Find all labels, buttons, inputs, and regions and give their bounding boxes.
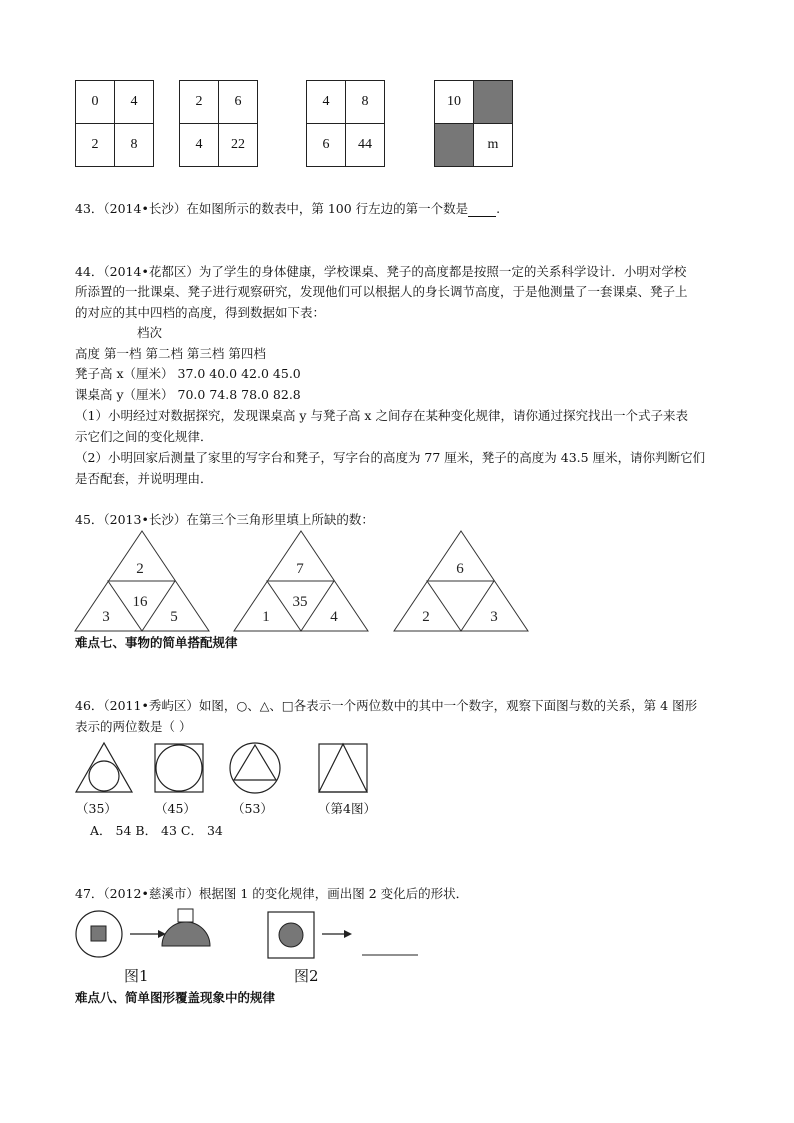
triangle-right-number: 5 xyxy=(170,609,178,625)
triangle-inner xyxy=(427,581,494,631)
figure-caption: （45） xyxy=(155,801,196,816)
table-row-desk: 课桌高 y（厘米） 70.0 74.8 78.0 82.8 xyxy=(75,387,301,402)
question-43 xyxy=(75,201,500,217)
transformation-figures xyxy=(72,905,432,967)
answer-options[interactable]: A． 54 B． 43 C． 34 xyxy=(90,823,223,838)
grid-cell: 10 xyxy=(435,81,474,124)
triangle-top-number: 2 xyxy=(136,561,144,577)
figure-caption: （第4图） xyxy=(318,801,376,816)
triangle-center-number: 16 xyxy=(132,594,148,610)
number-grid-1 xyxy=(75,80,154,167)
grid-cell: 44 xyxy=(346,124,385,167)
triangle-shape xyxy=(319,744,367,792)
grid-cell-shaded xyxy=(435,124,474,167)
square-shape xyxy=(319,744,367,792)
arrow-head-icon xyxy=(344,930,352,938)
table-header-tier: 档次 xyxy=(137,325,163,340)
triangle-shape xyxy=(76,743,132,792)
figure-label-1: 图1 xyxy=(124,967,149,985)
grid-cell: m xyxy=(474,124,513,167)
question-47: 47．（2012•慈溪市）根据图 1 的变化规律，画出图 2 变化后的形状． xyxy=(75,886,469,901)
triangle-shape xyxy=(234,745,276,780)
number-grid-2 xyxy=(179,80,258,167)
triangle-left-number: 2 xyxy=(422,609,430,625)
question-43-end: . xyxy=(496,201,501,216)
figure-caption: （53） xyxy=(232,801,273,816)
grid-cell: 4 xyxy=(307,81,346,124)
question-44-part1a: （1）小明经过对数据探究，发现课桌高 y 与凳子高 x 之间存在某种变化规律，请你通过探究找出一个式子来表 xyxy=(75,408,688,423)
section-heading-7: 难点七、事物的简单搭配规律 xyxy=(75,635,238,650)
question-44-part2a: （2）小明回家后测量了家里的写字台和凳子，写字台的高度为 77 厘米，凳子的高度为 43.5 厘米，请你判断它们 xyxy=(75,450,706,465)
grid-cell: 8 xyxy=(346,81,385,124)
square-shape xyxy=(155,744,203,792)
grid-cell: 2 xyxy=(180,81,219,124)
shape-figures xyxy=(72,740,372,796)
grid-cell: 8 xyxy=(115,124,154,167)
circle-shape xyxy=(89,761,119,791)
circle-shape xyxy=(230,743,280,793)
number-grid-4 xyxy=(434,80,513,167)
grid-cell: 22 xyxy=(219,124,258,167)
triangle-center-number: 35 xyxy=(292,594,308,610)
figure-caption: （35） xyxy=(76,801,117,816)
triangle-top-number: 6 xyxy=(456,561,464,577)
grid-cell-shaded xyxy=(474,81,513,124)
triangle-figures xyxy=(70,528,540,636)
question-44-part1b: 示它们之间的变化规律． xyxy=(75,429,213,444)
triangle-left-number: 1 xyxy=(262,609,270,625)
question-44-line3: 的对应的其中四档的高度，得到数据如下表： xyxy=(75,305,326,320)
question-46-line2: 表示的两位数是（ ） xyxy=(75,719,192,734)
section-heading-8: 难点八、简单图形覆盖现象中的规律 xyxy=(75,990,276,1005)
triangle-top-number: 7 xyxy=(296,561,304,577)
question-43-text: 43．（2014•长沙）在如图所示的数表中，第 100 行左边的第一个数是 xyxy=(75,201,469,216)
triangle-right-number: 4 xyxy=(330,609,338,625)
table-row-stool: 凳子高 x（厘米） 37.0 40.0 42.0 45.0 xyxy=(75,366,301,381)
question-44-line1: 44．（2014•花都区）为了学生的身体健康，学校课桌、凳子的高度都是按照一定的关系科学设计．小明对学校 xyxy=(75,264,687,279)
number-grid-3 xyxy=(306,80,385,167)
circle-shape xyxy=(156,745,202,791)
question-44-line2: 所添置的一批课桌、凳子进行观察研究，发现他们可以根据人的身长调节高度，于是他测量了一套课桌、凳子上 xyxy=(75,284,688,299)
triangle-right-number: 3 xyxy=(490,609,498,625)
grid-cell: 6 xyxy=(219,81,258,124)
grid-cell: 4 xyxy=(180,124,219,167)
answer-blank[interactable] xyxy=(468,204,496,217)
circle-shape xyxy=(279,923,303,947)
figure-label-2: 图2 xyxy=(294,967,319,985)
grid-cell: 2 xyxy=(76,124,115,167)
semicircle-shape xyxy=(162,922,210,946)
triangle-left-number: 3 xyxy=(102,609,110,625)
grid-cell: 0 xyxy=(76,81,115,124)
grid-cell: 4 xyxy=(115,81,154,124)
grid-cell: 6 xyxy=(307,124,346,167)
table-row-height: 高度 第一档 第二档 第三档 第四档 xyxy=(75,346,266,361)
question-45: 45．（2013•长沙）在第三个三角形里填上所缺的数： xyxy=(75,512,374,527)
question-46-line1: 46．（2011•秀屿区）如图，○、△、□各表示一个两位数中的其中一个数字，观察下面图与数的关系，第 4 图形 xyxy=(75,698,698,713)
square-shape xyxy=(178,909,193,922)
square-shape xyxy=(91,926,106,941)
question-44-part2b: 是否配套，并说明理由． xyxy=(75,471,213,486)
